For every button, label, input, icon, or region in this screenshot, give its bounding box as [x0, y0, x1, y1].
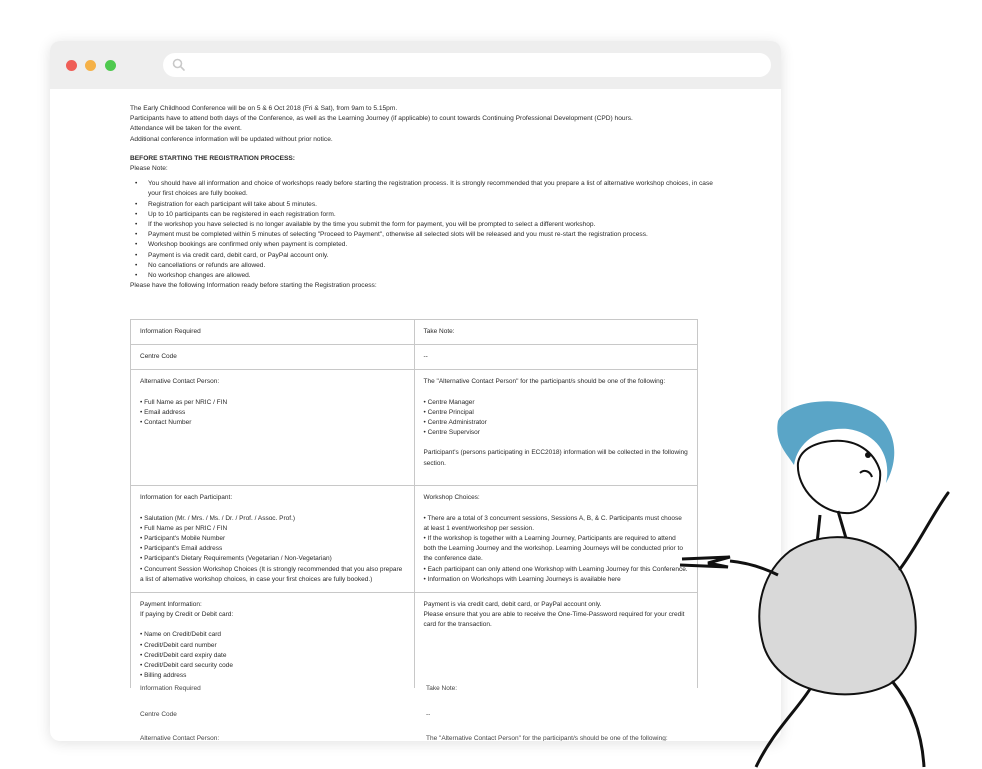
- table-row: [131, 593, 698, 689]
- overlap-left: Information Required: [140, 685, 201, 692]
- contact-role-item: • Centre Administrator: [423, 419, 487, 427]
- overlap-right: The "Alternative Contact Person" for the participant/s should be one of the following:: [426, 735, 668, 741]
- workshop-info-link[interactable]: • Information on Workshops with Learning Journeys is available here: [423, 575, 621, 583]
- payment-item: • Credit/Debit card expiry date: [140, 651, 227, 659]
- contact-item: • Email address: [140, 408, 186, 416]
- table-row: [131, 486, 698, 593]
- page-content: [130, 104, 720, 291]
- workshop-item: • There are a total of 3 concurrent sessions, Sessions A, B, & C. Participants must choose at least 1 event/workshop per session.: [423, 514, 682, 532]
- note-item: • Registration for each participant will take about 5 minutes.: [148, 200, 720, 210]
- centre-code-note: --: [414, 345, 698, 370]
- contact-role-item: • Centre Principal: [423, 408, 474, 416]
- note-item: • Workshop bookings are confirmed only when payment is completed.: [148, 240, 720, 250]
- participant-item: • Participant's Email address: [140, 545, 223, 553]
- note-item: • You should have all information and choice of workshops ready before starting the registration process. It is strongly recommended that you prepare a list of alternative workshop choices, in case your first choices are fully booked.: [148, 179, 720, 199]
- intro-line: Participants have to attend both days of the Conference, as well as the Learning Journey (if applicable) to count towards Continuing Professional Development (CPD) hours.: [130, 115, 633, 123]
- contact-note-cell: [414, 370, 698, 486]
- overlap-left: Centre Code: [140, 711, 177, 718]
- payment-note: Payment is via credit card, debit card, or PayPal account only.: [423, 601, 602, 609]
- browser-titlebar: [50, 41, 781, 89]
- notes-list: [130, 179, 720, 281]
- table-header-right: Take Note:: [414, 320, 698, 345]
- overlap-right: --: [426, 711, 431, 718]
- note-item: • No workshop changes are allowed.: [148, 271, 720, 281]
- contact-note-text: Participant's (persons participating in ECC2018) information will be collected in the following section.: [423, 449, 688, 467]
- note-item: • Payment is via credit card, debit card, or PayPal account only.: [148, 251, 720, 261]
- workshop-cell: [414, 486, 698, 593]
- intro-line: Attendance will be taken for the event.: [130, 125, 242, 133]
- participant-cell: [131, 486, 415, 593]
- section-heading: BEFORE STARTING THE REGISTRATION PROCESS:: [130, 154, 295, 162]
- close-dot[interactable]: [66, 60, 77, 71]
- info-ready-text: Please have the following Information ready before starting the Registration process:: [130, 282, 377, 290]
- payment-note-cell: [414, 593, 698, 689]
- payment-subtitle: If paying by Credit or Debit card:: [140, 611, 234, 619]
- payment-item: • Name on Credit/Debit card: [140, 631, 222, 639]
- contact-role-item: • Centre Manager: [423, 398, 475, 406]
- please-note: Please Note:: [130, 165, 168, 173]
- payment-item: • Billing address: [140, 672, 187, 680]
- address-bar[interactable]: [163, 53, 771, 77]
- participant-item: • Salutation (Mr. / Mrs. / Ms. / Dr. / Prof. / Assoc. Prof.): [140, 514, 296, 522]
- contact-item: • Full Name as per NRIC / FIN: [140, 398, 228, 406]
- requirements-table: [130, 319, 698, 688]
- participant-item: • Full Name as per NRIC / FIN: [140, 524, 228, 532]
- overlap-left: Alternative Contact Person:: [140, 735, 220, 741]
- payment-item: • Credit/Debit card security code: [140, 662, 233, 670]
- table-row: [131, 320, 698, 345]
- contact-role-item: • Centre Supervisor: [423, 429, 480, 437]
- search-icon: [172, 58, 186, 72]
- payment-note: Please ensure that you are able to receive the One-Time-Password required for your credit card for the transaction.: [423, 611, 685, 629]
- centre-code-label: Centre Code: [131, 345, 415, 370]
- contact-cell: [131, 370, 415, 486]
- payment-title: Payment Information:: [140, 601, 202, 609]
- note-item: • Up to 10 participants can be registered in each registration form.: [148, 210, 720, 220]
- intro-line: The Early Childhood Conference will be on 5 & 6 Oct 2018 (Fri & Sat), from 9am to 5.15pm.: [130, 105, 398, 112]
- note-item: • No cancellations or refunds are allowed.: [148, 261, 720, 271]
- table-header-left: Information Required: [131, 320, 415, 345]
- contact-item: • Contact Number: [140, 419, 192, 427]
- intro-line: Additional conference information will be updated without prior notice.: [130, 135, 333, 143]
- workshop-item: • Each participant can only attend one Workshop with Learning Journey for this Conference.: [423, 565, 688, 573]
- workshop-item: • If the workshop is together with a Learning Journey, Participants are required to attend both the Learning Journey and the workshop. Learning Journeys will be conducted prior to the conference date.: [423, 535, 683, 563]
- note-item: • Payment must be completed within 5 minutes of selecting "Proceed to Payment", otherwise all selected slots will be released and you must re-start the registration process.: [148, 230, 720, 240]
- table-row: [131, 345, 698, 370]
- girl-illustration: [660, 385, 960, 769]
- contact-note-title: The "Alternative Contact Person" for the participant/s should be one of the following:: [423, 378, 666, 386]
- workshop-title: Workshop Choices:: [423, 494, 480, 502]
- table-row: [131, 370, 698, 486]
- overlap-right: Take Note:: [426, 685, 458, 692]
- maximize-dot[interactable]: [105, 60, 116, 71]
- participant-item: • Participant's Mobile Number: [140, 535, 226, 543]
- contact-title: Alternative Contact Person:: [140, 378, 220, 386]
- address-input[interactable]: [193, 56, 757, 76]
- payment-cell: [131, 593, 415, 689]
- participant-item: • Concurrent Session Workshop Choices (It is strongly recommended that you also prepare a list of alternative workshop choices, in case your first choices are fully booked.): [140, 565, 403, 583]
- participant-title: Information for each Participant:: [140, 494, 233, 502]
- participant-item: • Participant's Dietary Requirements (Vegetarian / Non-Vegetarian): [140, 555, 332, 563]
- payment-item: • Credit/Debit card number: [140, 641, 217, 649]
- minimize-dot[interactable]: [85, 60, 96, 71]
- note-item: • If the workshop you have selected is no longer available by the time you submit the form for payment, you will be prompted to select a different workshop.: [148, 220, 720, 230]
